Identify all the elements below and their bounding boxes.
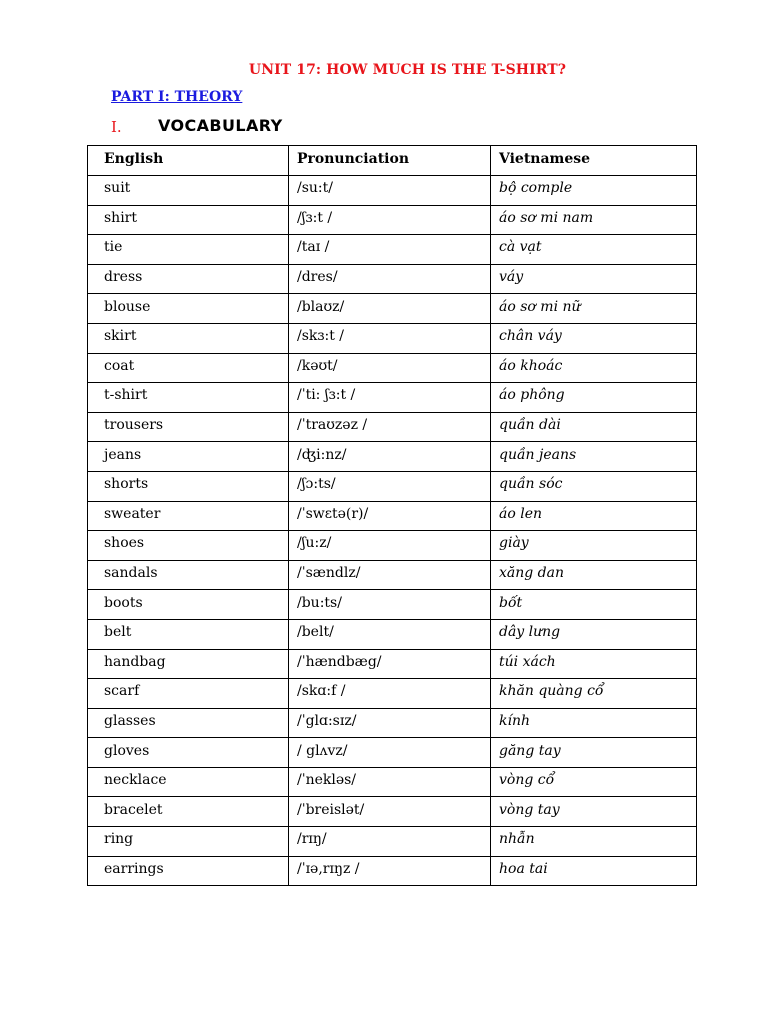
cell-english: t-shirt	[88, 383, 289, 413]
cell-vietnamese: chân váy	[491, 323, 697, 353]
cell-pronunciation: /dres/	[289, 264, 491, 294]
table-row	[88, 176, 697, 206]
cell-pronunciation: /ˈglɑ:sɪz/	[289, 708, 491, 738]
table-row	[88, 708, 697, 738]
cell-english: ring	[88, 827, 289, 857]
cell-vietnamese: túi xách	[491, 649, 697, 679]
cell-english: blouse	[88, 294, 289, 324]
cell-vietnamese: bốt	[491, 590, 697, 620]
table-row	[88, 797, 697, 827]
cell-english: tie	[88, 235, 289, 265]
table-row	[88, 590, 697, 620]
cell-pronunciation: /ˈti: ʃɜ:t /	[289, 383, 491, 413]
cell-vietnamese: bộ comple	[491, 176, 697, 206]
cell-pronunciation: /skɑ:f /	[289, 679, 491, 709]
cell-english: bracelet	[88, 797, 289, 827]
cell-pronunciation: /ˈnekləs/	[289, 767, 491, 797]
cell-vietnamese: váy	[491, 264, 697, 294]
table-row	[88, 235, 697, 265]
table-header-row	[88, 146, 697, 176]
vocabulary-table	[87, 145, 697, 886]
table-row	[88, 353, 697, 383]
cell-vietnamese: giày	[491, 531, 697, 561]
table-row	[88, 856, 697, 886]
cell-vietnamese: dây lưng	[491, 619, 697, 649]
table-row	[88, 679, 697, 709]
cell-vietnamese: khăn quàng cổ	[491, 679, 697, 709]
cell-pronunciation: /ˈswɛtə(r)/	[289, 501, 491, 531]
cell-vietnamese: cà vạt	[491, 235, 697, 265]
table-row	[88, 738, 697, 768]
vocabulary-table-body	[88, 176, 697, 886]
cell-vietnamese: kính	[491, 708, 697, 738]
cell-pronunciation: /belt/	[289, 619, 491, 649]
cell-pronunciation: /ˈsændlz/	[289, 560, 491, 590]
cell-english: shoes	[88, 531, 289, 561]
cell-pronunciation: /ʤi:nz/	[289, 442, 491, 472]
cell-pronunciation: /taɪ /	[289, 235, 491, 265]
header-pronunciation: Pronunciation	[289, 146, 491, 176]
cell-english: trousers	[88, 412, 289, 442]
cell-english: shorts	[88, 471, 289, 501]
table-row	[88, 205, 697, 235]
cell-pronunciation: /ˈbreislət/	[289, 797, 491, 827]
cell-english: gloves	[88, 738, 289, 768]
cell-english: coat	[88, 353, 289, 383]
table-row	[88, 531, 697, 561]
cell-pronunciation: /ʃɔ:ts/	[289, 471, 491, 501]
cell-pronunciation: /ʃɜ:t /	[289, 205, 491, 235]
cell-vietnamese: vòng cổ	[491, 767, 697, 797]
cell-vietnamese: nhẫn	[491, 827, 697, 857]
table-row	[88, 294, 697, 324]
table-row	[88, 323, 697, 353]
cell-vietnamese: áo len	[491, 501, 697, 531]
cell-vietnamese: quần sóc	[491, 471, 697, 501]
table-row	[88, 442, 697, 472]
cell-english: handbag	[88, 649, 289, 679]
cell-vietnamese: áo sơ mi nam	[491, 205, 697, 235]
cell-english: scarf	[88, 679, 289, 709]
cell-vietnamese: hoa tai	[491, 856, 697, 886]
cell-english: earrings	[88, 856, 289, 886]
table-row	[88, 767, 697, 797]
table-row	[88, 619, 697, 649]
cell-pronunciation: /bu:ts/	[289, 590, 491, 620]
header-english: English	[88, 146, 289, 176]
cell-vietnamese: vòng tay	[491, 797, 697, 827]
table-row	[88, 501, 697, 531]
unit-title: UNIT 17: HOW MUCH IS THE T-SHIRT?	[248, 62, 567, 78]
cell-vietnamese: xăng dan	[491, 560, 697, 590]
cell-pronunciation: /ˈɪə,rɪŋz /	[289, 856, 491, 886]
table-row	[88, 827, 697, 857]
cell-english: boots	[88, 590, 289, 620]
cell-english: sandals	[88, 560, 289, 590]
cell-english: belt	[88, 619, 289, 649]
cell-pronunciation: /kəʊt/	[289, 353, 491, 383]
table-row	[88, 560, 697, 590]
cell-english: necklace	[88, 767, 289, 797]
cell-english: glasses	[88, 708, 289, 738]
cell-pronunciation: /ˈtraʊzəz /	[289, 412, 491, 442]
table-row	[88, 649, 697, 679]
cell-english: dress	[88, 264, 289, 294]
cell-english: sweater	[88, 501, 289, 531]
cell-pronunciation: /rɪŋ/	[289, 827, 491, 857]
cell-pronunciation: / glʌvz/	[289, 738, 491, 768]
section-number: I.	[111, 118, 122, 136]
cell-english: jeans	[88, 442, 289, 472]
cell-english: shirt	[88, 205, 289, 235]
cell-vietnamese: áo khoác	[491, 353, 697, 383]
cell-vietnamese: quần dài	[491, 412, 697, 442]
cell-english: suit	[88, 176, 289, 206]
cell-vietnamese: áo phông	[491, 383, 697, 413]
cell-pronunciation: /blaʊz/	[289, 294, 491, 324]
cell-pronunciation: /ˈhændbæg/	[289, 649, 491, 679]
cell-vietnamese: găng tay	[491, 738, 697, 768]
cell-vietnamese: quần jeans	[491, 442, 697, 472]
section-title: VOCABULARY	[158, 116, 283, 135]
cell-pronunciation: /ʃu:z/	[289, 531, 491, 561]
part-title: PART I: THEORY	[111, 89, 243, 105]
header-vietnamese: Vietnamese	[491, 146, 697, 176]
table-row	[88, 412, 697, 442]
table-row	[88, 471, 697, 501]
cell-english: skirt	[88, 323, 289, 353]
table-row	[88, 383, 697, 413]
cell-pronunciation: /skɜ:t /	[289, 323, 491, 353]
table-row	[88, 264, 697, 294]
cell-pronunciation: /su:t/	[289, 176, 491, 206]
cell-vietnamese: áo sơ mi nữ	[491, 294, 697, 324]
